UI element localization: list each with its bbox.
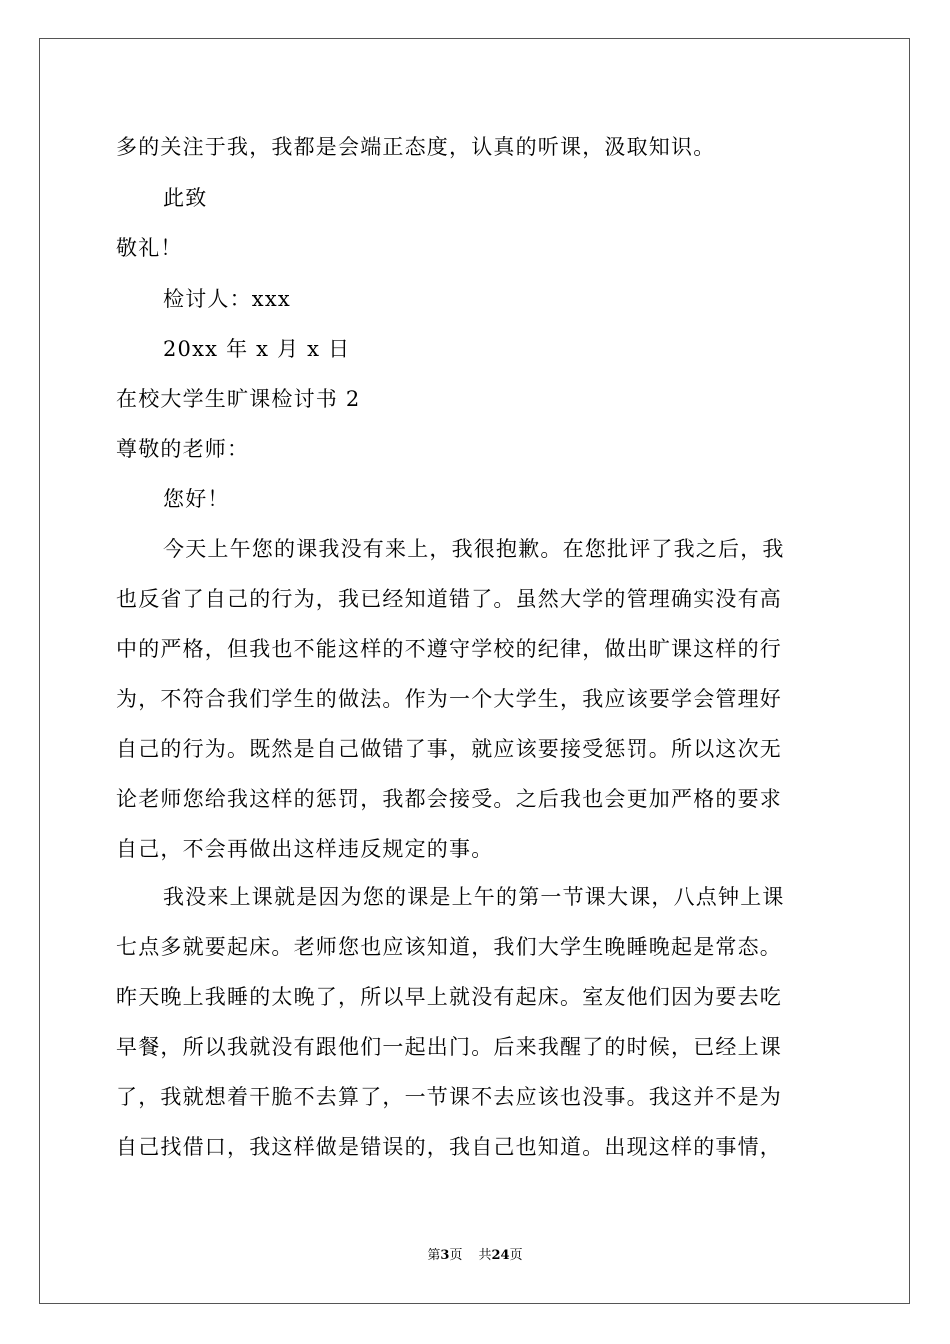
text-line-closing: 此致: [163, 186, 208, 210]
total-pages: 24: [491, 1248, 510, 1263]
text-line-greeting-to: 尊敬的老师：: [116, 437, 250, 461]
text-line-author: 检讨人：xxx: [163, 287, 291, 311]
paragraph-1-line-4: 为，不符合我们学生的做法。作为一个大学生，我应该要学会管理好: [116, 687, 782, 711]
paragraph-1-line-6: 论老师您给我这样的惩罚，我都会接受。之后我也会更加严格的要求: [116, 787, 782, 811]
page-footer: [0, 1247, 950, 1265]
paragraph-1-line-5: 自己的行为。既然是自己做错了事，就应该要接受惩罚。所以这次无: [116, 737, 782, 761]
text-line-1: 多的关注于我，我都是会端正态度，认真的听课，汲取知识。: [116, 135, 716, 159]
paragraph-1-line-3: 中的严格，但我也不能这样的不遵守学校的纪律，做出旷课这样的行: [116, 637, 782, 661]
paragraph-1-line-1: 今天上午您的课我没有来上，我很抱歉。在您批评了我之后，我: [163, 537, 785, 561]
text-line-greeting: 您好！: [163, 487, 230, 511]
paragraph-2-line-4: 早餐，所以我就没有跟他们一起出门。后来我醒了的时候，已经上课: [116, 1035, 782, 1059]
total-prefix: 共: [478, 1248, 492, 1263]
paragraph-2-line-3: 昨天晚上我睡的太晚了，所以早上就没有起床。室友他们因为要去吃: [116, 985, 782, 1009]
text-line-date: 20xx 年 x 月 x 日: [163, 337, 351, 361]
text-line-salute: 敬礼！: [116, 236, 183, 260]
paragraph-2-line-5: 了，我就想着干脆不去算了，一节课不去应该也没事。我这并不是为: [116, 1085, 782, 1109]
section-title: 在校大学生旷课检讨书 2: [116, 387, 361, 411]
paragraph-2-line-6: 自己找借口，我这样做是错误的，我自己也知道。出现这样的事情，: [116, 1135, 782, 1159]
total-suffix: 页: [509, 1248, 523, 1263]
paragraph-2-line-2: 七点多就要起床。老师您也应该知道，我们大学生晚睡晚起是常态。: [116, 935, 782, 959]
page-number: 3: [440, 1248, 450, 1263]
page-prefix: 第: [427, 1248, 441, 1263]
page-border: [39, 38, 910, 1304]
paragraph-1-line-7: 自己，不会再做出这样违反规定的事。: [116, 837, 494, 861]
paragraph-1-line-2: 也反省了自己的行为，我已经知道错了。虽然大学的管理确实没有高: [116, 587, 782, 611]
paragraph-2-line-1: 我没来上课就是因为您的课是上午的第一节课大课，八点钟上课: [163, 885, 785, 909]
page-suffix: 页: [449, 1248, 463, 1263]
